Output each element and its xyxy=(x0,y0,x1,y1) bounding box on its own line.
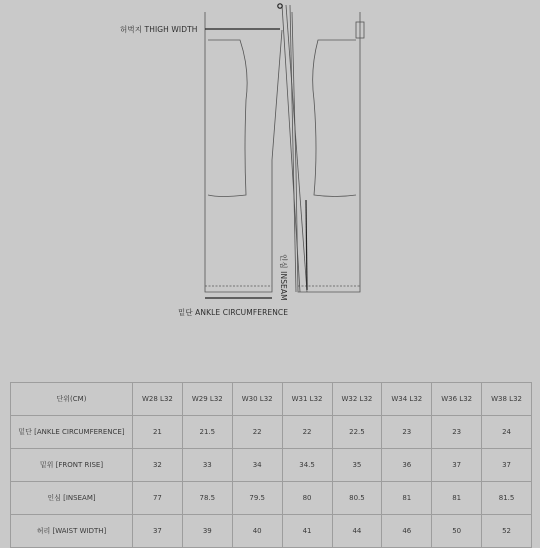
table-cell: 21 xyxy=(133,416,183,449)
table-cell: 21.5 xyxy=(182,416,232,449)
table-cell: 37 xyxy=(482,449,532,482)
table-cell: 22 xyxy=(232,416,282,449)
table-cell: 37 xyxy=(432,449,482,482)
size-header: W28 L32 xyxy=(133,383,183,416)
inseam-label: 인심 INSEAM xyxy=(279,254,288,301)
left-pocket xyxy=(208,40,247,197)
table-row xyxy=(11,515,532,548)
table-cell: 50 xyxy=(432,515,482,548)
table-cell: 52 xyxy=(482,515,532,548)
table-cell: 44 xyxy=(332,515,382,548)
table-row xyxy=(11,416,532,449)
row-label: 밑위 [FRONT RISE] xyxy=(11,449,133,482)
table-cell: 79.5 xyxy=(232,482,282,515)
waist-marker xyxy=(278,4,282,8)
size-header: W38 L32 xyxy=(482,383,532,416)
table-cell: 81 xyxy=(432,482,482,515)
table-cell: 46 xyxy=(382,515,432,548)
size-header: W29 L32 xyxy=(182,383,232,416)
ankle-circumference-label: 밑단 ANKLE CIRCUMFERENCE xyxy=(178,308,289,317)
table-cell: 23 xyxy=(432,416,482,449)
table-cell: 78.5 xyxy=(182,482,232,515)
table-cell: 35 xyxy=(332,449,382,482)
table-cell: 39 xyxy=(182,515,232,548)
size-header: W31 L32 xyxy=(282,383,332,416)
table-cell: 81 xyxy=(382,482,432,515)
table-cell: 22 xyxy=(282,416,332,449)
table-cell: 36 xyxy=(382,449,432,482)
table-cell: 41 xyxy=(282,515,332,548)
table-cell: 32 xyxy=(133,449,183,482)
right-leg-outline xyxy=(292,12,360,292)
crotch-line-2 xyxy=(286,5,307,292)
table-cell: 37 xyxy=(133,515,183,548)
table-cell: 23 xyxy=(382,416,432,449)
unit-header: 단위(CM) xyxy=(11,383,133,416)
row-label: 인심 [INSEAM] xyxy=(11,482,133,515)
row-label: 허리 [WAIST WIDTH] xyxy=(11,515,133,548)
size-header: W32 L32 xyxy=(332,383,382,416)
size-chart-table xyxy=(10,382,532,548)
table-header-row xyxy=(11,383,532,416)
table-cell: 24 xyxy=(482,416,532,449)
table-cell: 33 xyxy=(182,449,232,482)
thigh-width-label: 허벅지 THIGH WIDTH xyxy=(120,25,198,34)
table-cell: 77 xyxy=(133,482,183,515)
size-header: W34 L32 xyxy=(382,383,432,416)
size-header: W30 L32 xyxy=(232,383,282,416)
table-cell: 80 xyxy=(282,482,332,515)
table-cell: 81.5 xyxy=(482,482,532,515)
right-pocket xyxy=(313,40,356,197)
table-cell: 80.5 xyxy=(332,482,382,515)
table-cell: 22.5 xyxy=(332,416,382,449)
row-label: 밑단 [ANKLE CIRCUMFERENCE] xyxy=(11,416,133,449)
table-cell: 34.5 xyxy=(282,449,332,482)
table-row xyxy=(11,449,532,482)
table-cell: 34 xyxy=(232,449,282,482)
size-header: W36 L32 xyxy=(432,383,482,416)
table-cell: 40 xyxy=(232,515,282,548)
table-row xyxy=(11,482,532,515)
